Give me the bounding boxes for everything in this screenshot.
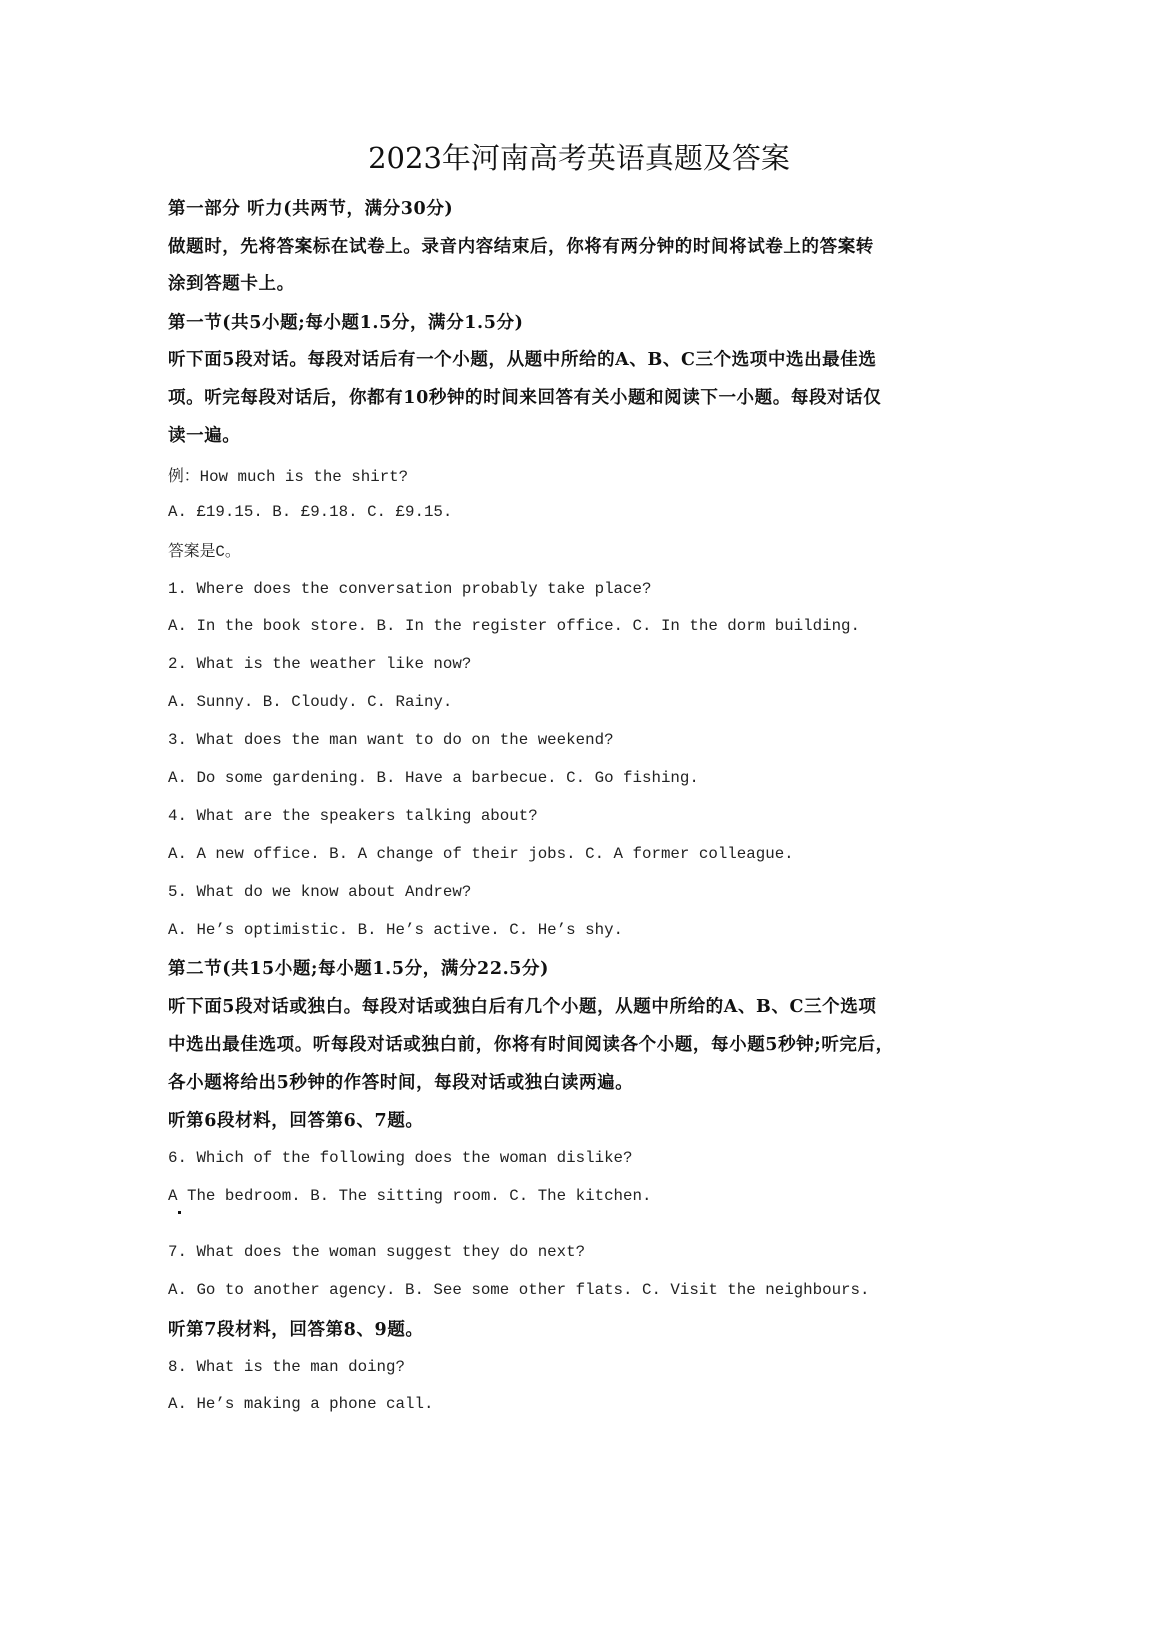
example-question: 例：How much is the shirt? [168, 468, 409, 486]
section-heading: 第一节(共5小题;每小题1.5分，满分1.5分) [168, 313, 524, 333]
question: 8. What is the man doing? [168, 1358, 405, 1376]
question: 5. What do we know about Andrew? [168, 883, 472, 901]
instructions: 项。听完每段对话后，你都有10秒钟的时间来回答有关小题和阅读下一小题。每段对话仅 [168, 388, 882, 408]
question: 7. What does the woman suggest they do next? [168, 1243, 586, 1261]
options: A. Sunny. B. Cloudy. C. Rainy. [168, 693, 453, 711]
options: A. He’s making a phone call. [168, 1395, 434, 1413]
options: A The bedroom. B. The sitting room. C. The kitchen. [168, 1187, 652, 1205]
instructions: 各小题将给出5秒钟的作答时间，每段对话或独白读两遍。 [168, 1073, 634, 1093]
instructions: 听下面5段对话或独白。每段对话或独白后有几个小题，从题中所给的A、B、C三个选项 [168, 997, 877, 1017]
instructions: 中选出最佳选项。听每段对话或独白前，你将有时间阅读各个小题，每小题5秒钟;听完后， [168, 1035, 894, 1055]
question: 4. What are the speakers talking about? [168, 807, 538, 825]
example-answer: 答案是C。 [168, 543, 241, 561]
section-heading: 第二节(共15小题;每小题1.5分，满分22.5分) [168, 959, 550, 979]
instructions: 听下面5段对话。每段对话后有一个小题，从题中所给的A、B、C三个选项中选出最佳选 [168, 350, 877, 370]
question: 6. Which of the following does the woman dislike? [168, 1149, 633, 1167]
page-title: 2023年河南高考英语真题及答案 [368, 141, 790, 175]
question: 1. Where does the conversation probably take place? [168, 580, 652, 598]
stray-dot [178, 1211, 181, 1214]
question: 2. What is the weather like now? [168, 655, 472, 673]
instructions: 涂到答题卡上。 [168, 274, 295, 294]
options: A. A new office. B. A change of their jobs. C. A former colleague. [168, 845, 794, 863]
question: 3. What does the man want to do on the weekend? [168, 731, 614, 749]
options: A. Go to another agency. B. See some other flats. C. Visit the neighbours. [168, 1281, 870, 1299]
example-options: A. £19.15. B. £9.18. C. £9.15. [168, 503, 453, 521]
instructions: 做题时，先将答案标在试卷上。录音内容结束后，你将有两分钟的时间将试卷上的答案转 [168, 237, 874, 257]
options: A. Do some gardening. B. Have a barbecue. C. Go fishing. [168, 769, 699, 787]
options: A. In the book store. B. In the register office. C. In the dorm building. [168, 617, 861, 635]
part-heading: 第一部分 听力(共两节，满分30分) [168, 199, 454, 219]
material-heading: 听第6段材料，回答第6、7题。 [168, 1111, 424, 1131]
material-heading: 听第7段材料，回答第8、9题。 [168, 1320, 424, 1340]
instructions: 读一遍。 [168, 426, 241, 446]
options: A. He’s optimistic. B. He’s active. C. He’s shy. [168, 921, 624, 939]
